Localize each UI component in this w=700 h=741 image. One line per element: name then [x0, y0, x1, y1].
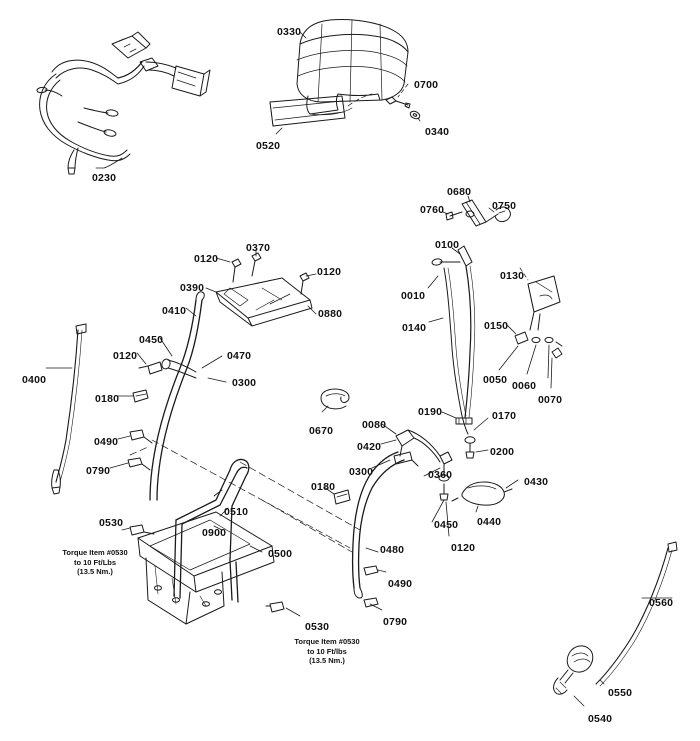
callout-0200: 0200 [490, 446, 515, 458]
callout-0500: 0500 [268, 548, 293, 560]
part-bracket-plate-0390 [206, 250, 316, 326]
callout-0410: 0410 [162, 305, 187, 317]
callout-0360: 0360 [428, 469, 453, 481]
part-grip-0430 [452, 480, 518, 512]
part-rod-0100-0140 [428, 246, 488, 458]
torque-note-bottom [272, 637, 382, 666]
callout-0680: 0680 [447, 186, 472, 198]
callout-0370: 0370 [246, 242, 271, 254]
callout-0060: 0060 [512, 380, 537, 392]
callout-0140: 0140 [402, 322, 427, 334]
callout-0300-b: 0300 [349, 466, 374, 478]
part-rod-0400 [46, 324, 86, 494]
part-trim-strip-0520 [270, 94, 372, 134]
part-left-handlebar-0410 [110, 292, 226, 500]
callout-0790-a: 0790 [86, 465, 111, 477]
callout-0390: 0390 [180, 282, 205, 294]
callout-0490-b: 0490 [388, 578, 413, 590]
part-wiring-harness-0230 [37, 32, 210, 174]
callout-0490-a: 0490 [94, 436, 119, 448]
callout-0430: 0430 [524, 476, 549, 488]
callout-0790-b: 0790 [383, 616, 408, 628]
callout-0420: 0420 [357, 441, 382, 453]
callout-0080: 0080 [362, 419, 387, 431]
torque-note-left-line-1: Torque Item #0530 [62, 548, 128, 557]
callout-0440: 0440 [477, 516, 502, 528]
callout-0180-b: 0180 [311, 481, 336, 493]
callout-0400: 0400 [22, 374, 47, 386]
part-cable-guide-0670 [321, 389, 349, 412]
callout-0100: 0100 [435, 239, 460, 251]
torque-note-left [40, 548, 150, 577]
callout-0900: 0900 [202, 527, 227, 539]
callout-0510: 0510 [224, 506, 249, 518]
alignment-lines [130, 440, 360, 552]
callout-0340: 0340 [425, 126, 450, 138]
part-washer-0340 [409, 110, 421, 121]
callout-0750: 0750 [492, 200, 517, 212]
callout-0550: 0550 [608, 687, 633, 699]
callout-0470: 0470 [227, 350, 252, 362]
callout-0170: 0170 [492, 410, 517, 422]
callout-0540: 0540 [588, 713, 613, 725]
callout-0130: 0130 [500, 270, 525, 282]
callout-0120-b: 0120 [317, 266, 342, 278]
torque-note-bottom-line-3: (13.5 Nm.) [309, 656, 345, 665]
callout-0120-c: 0120 [113, 350, 138, 362]
callout-0480: 0480 [380, 544, 405, 556]
callout-0300-a: 0300 [232, 377, 257, 389]
torque-note-bottom-line-1: Torque Item #0530 [294, 637, 360, 646]
torque-note-left-line-3: (13.5 Nm.) [77, 567, 113, 576]
callout-0190: 0190 [418, 406, 443, 418]
callout-0070: 0070 [538, 394, 563, 406]
callout-0560: 0560 [649, 597, 674, 609]
callout-0530-a: 0530 [99, 517, 124, 529]
callout-0530-b: 0530 [305, 621, 330, 633]
callout-0670: 0670 [309, 425, 334, 437]
callout-0760: 0760 [420, 204, 445, 216]
callout-0120-d: 0120 [451, 542, 476, 554]
part-antenna-0560 [554, 542, 677, 706]
callout-0700: 0700 [414, 79, 439, 91]
part-frame-mount-0500 [122, 459, 300, 624]
callout-0230: 0230 [92, 172, 117, 184]
callout-0120-a: 0120 [194, 253, 219, 265]
callout-0180-a: 0180 [95, 393, 120, 405]
callout-0010: 0010 [401, 290, 426, 302]
callout-0330: 0330 [277, 26, 302, 38]
callout-0150: 0150 [484, 320, 509, 332]
torque-note-left-line-2: to 10 Ft/Lbs [73, 557, 117, 567]
torque-note-bottom-line-2: to 10 Ft/lbs [307, 646, 347, 656]
part-seat-0330 [297, 20, 408, 115]
callout-0520: 0520 [256, 140, 281, 152]
callout-0050: 0050 [483, 374, 508, 386]
callout-0450-b: 0450 [434, 519, 459, 531]
callout-0880: 0880 [318, 308, 343, 320]
part-switch-0130 [499, 268, 562, 388]
callout-0450-a: 0450 [139, 334, 164, 346]
part-bolt-0700 [386, 84, 410, 108]
